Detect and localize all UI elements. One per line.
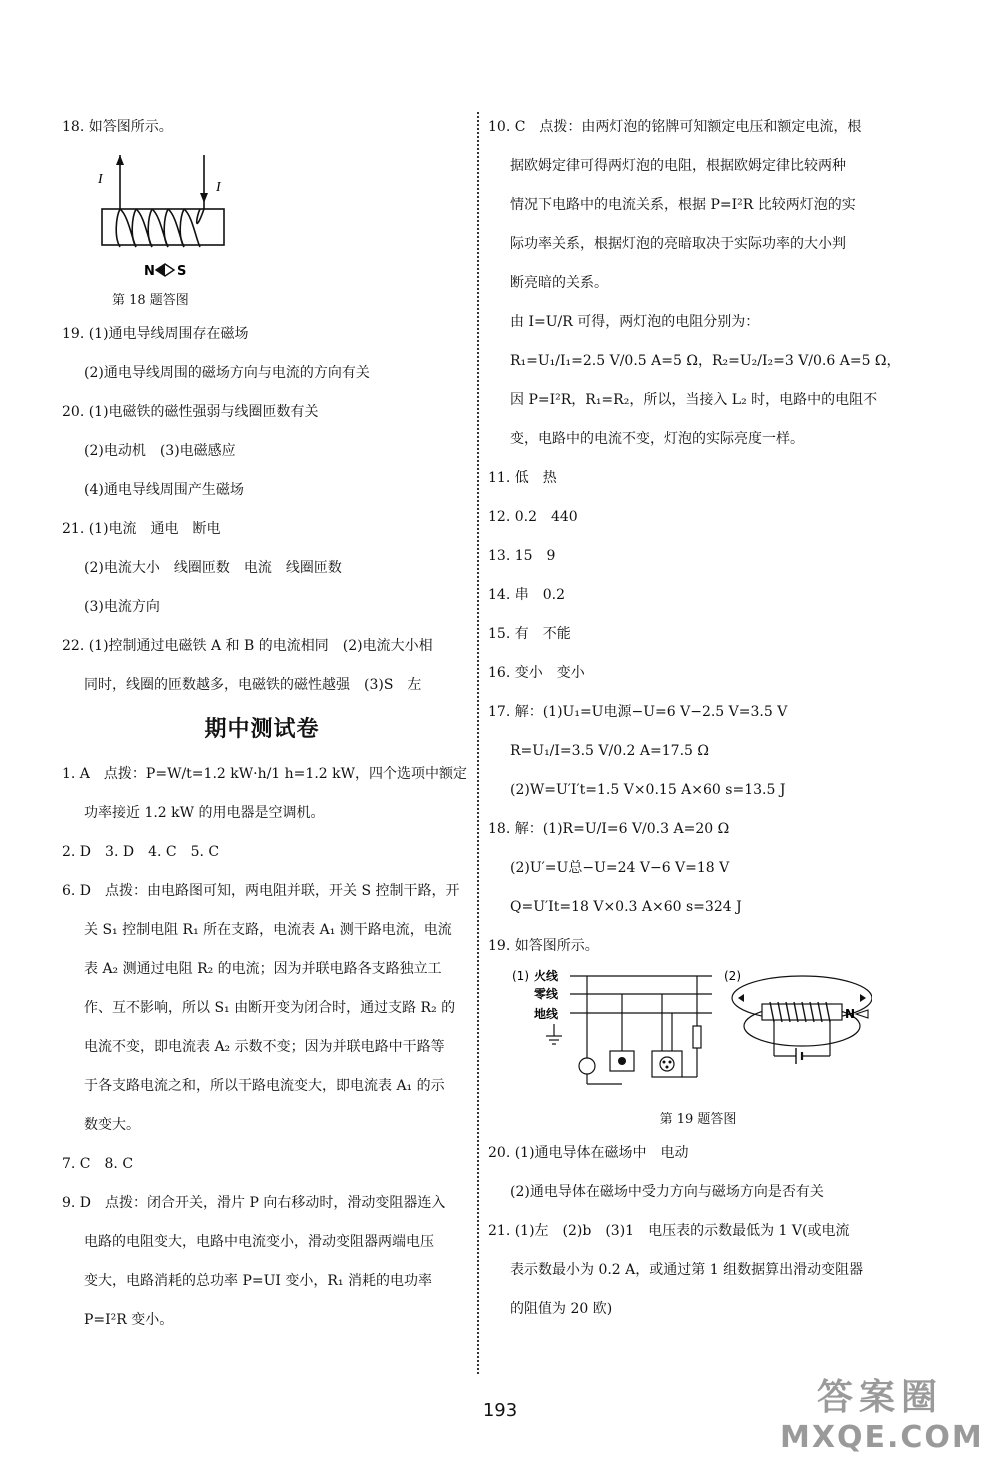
mid-answer-9-line-3: 变大，电路消耗的总功率 P=UI 变小，R₁ 消耗的电功率: [84, 1273, 432, 1289]
mid-answer-10-line-8: 因 P=I²R，R₁=R₂，所以，当接入 L₂ 时，电路中的电阻不: [510, 392, 878, 408]
fuse-icon: [693, 1026, 701, 1048]
socket-icon: [652, 1051, 682, 1077]
mid-answer-6-line-1: 6. D 点拨：由电路图可知，两电阻并联，开关 S 控制干路，开: [62, 883, 460, 899]
answer-19-1: 19. (1)通电导线周围存在磁场: [62, 326, 249, 342]
answer-19-2: (2)通电导线周围的磁场方向与电流的方向有关: [84, 365, 370, 381]
mid-answer-14: 14. 串 0.2: [488, 587, 565, 603]
mid-answer-17-line-1: 17. 解：(1)U₁=U电源−U=6 V−2.5 V=3.5 V: [488, 704, 788, 720]
mid-answer-10-line-4: 际功率关系，根据灯泡的亮暗取决于实际功率的大小判: [510, 236, 846, 252]
mid-answer-6-line-6: 于各支路电流之和，所以干路电流变大，即电流表 A₁ 的示: [84, 1078, 445, 1094]
mid-answer-19: 19. 如答图所示。: [488, 938, 599, 954]
mid-answer-6-line-2: 关 S₁ 控制电阻 R₁ 所在支路，电流表 A₁ 测干路电流，电流: [84, 922, 452, 938]
mid-answer-15: 15. 有 不能: [488, 626, 571, 642]
pole-label-s: S: [177, 264, 187, 279]
mid-answer-10-line-9: 变，电路中的电流不变，灯泡的实际亮度一样。: [510, 431, 804, 447]
mid-answer-1-line-1: 1. A 点拨：P=W/t=1.2 kW·h/1 h=1.2 kW，四个选项中额定: [62, 766, 467, 782]
lamp-icon: [579, 1058, 595, 1074]
mid-answer-9-line-4: P=I²R 变小。: [84, 1312, 174, 1328]
mid-answer-6-line-5: 电流不变，即电流表 A₂ 示数不变；因为并联电路中干路等: [84, 1039, 445, 1055]
label-ground-wire: 地线: [534, 1007, 559, 1021]
right-column: [488, 108, 908, 1329]
mid-answer-21-line-1: 21. (1)左 (2)b (3)1 电压表的示数最低为 1 V(或电流: [488, 1223, 850, 1239]
mid-answer-7-8: 7. C 8. C: [62, 1156, 134, 1172]
mid-answer-10-line-6: 由 I=U/R 可得，两灯泡的电阻分别为：: [510, 314, 760, 330]
page-number: 193: [482, 1400, 518, 1421]
watermark-line-1: 答案圈: [816, 1377, 943, 1418]
answer-22-1: 22. (1)控制通过电磁铁 A 和 B 的电流相同 (2)电流大小相: [62, 638, 433, 654]
answer-21-3: (3)电流方向: [84, 599, 160, 615]
mid-answer-13: 13. 15 9: [488, 548, 556, 564]
label-live-wire: 火线: [534, 969, 559, 983]
left-column: [62, 108, 467, 1340]
pole-label-n: N: [144, 264, 155, 279]
answer-21-2: (2)电流大小 线圈匝数 电流 线圈匝数: [84, 560, 342, 576]
mid-answer-6-line-4: 作、互不影响，所以 S₁ 由断开变为闭合时，通过支路 R₂ 的: [84, 1000, 456, 1016]
mid-answer-10-line-3: 情况下电路中的电流关系，根据 P=I²R 比较两灯泡的实: [510, 197, 856, 213]
mid-answer-18-line-1: 18. 解：(1)R=U/I=6 V/0.3 A=20 Ω: [488, 821, 730, 837]
mid-answer-6-line-3: 表 A₂ 测通过电阻 R₂ 的电流；因为并联电路各支路独立工: [84, 961, 442, 977]
figure-18-caption: 第 18 题答图: [112, 293, 189, 308]
figure-18-solenoid: [72, 147, 252, 287]
answer-18: 18. 如答图所示。: [62, 119, 173, 135]
mid-answer-21-line-3: 的阻值为 20 欧): [510, 1301, 613, 1317]
mid-answer-1-line-2: 功率接近 1.2 kW 的用电器是空调机。: [84, 805, 325, 821]
current-label-right: I: [216, 180, 221, 195]
mid-answer-12: 12. 0.2 440: [488, 509, 578, 525]
mid-answer-18-line-3: Q=U′It=18 V×0.3 A×60 s=324 J: [510, 899, 742, 915]
column-divider: [477, 112, 479, 1374]
answer-20-2: (2)电动机 (3)电磁感应: [84, 443, 236, 459]
mid-answer-9-line-1: 9. D 点拨：闭合开关，滑片 P 向右移动时，滑动变阻器连入: [62, 1195, 446, 1211]
mid-answer-17-line-2: R=U₁/I=3.5 V/0.2 A=17.5 Ω: [510, 743, 709, 759]
watermark-logo: [780, 1376, 984, 1466]
mid-answer-9-line-2: 电路的电阻变大，电路中电流变小，滑动变阻器两端电压: [84, 1234, 434, 1250]
section-title: 期中测试卷: [204, 717, 320, 742]
answer-21-1: 21. (1)电流 通电 断电: [62, 521, 221, 537]
label-part-2: (2): [724, 969, 741, 983]
current-label-left: I: [98, 172, 103, 187]
figure-19-circuit: [512, 966, 872, 1106]
mid-answer-6-line-7: 数变大。: [84, 1117, 140, 1133]
mid-answer-16: 16. 变小 变小: [488, 665, 585, 681]
answer-20-1: 20. (1)电磁铁的磁性强弱与线圈匝数有关: [62, 404, 319, 420]
mid-answer-10-line-2: 据欧姆定律可得两灯泡的电阻，根据欧姆定律比较两种: [510, 158, 846, 174]
solenoid-core: [762, 1004, 842, 1020]
mid-answer-17-line-3: (2)W=U′I′t=1.5 V×0.15 A×60 s=13.5 J: [510, 782, 786, 798]
mid-answer-20-line-2: (2)通电导体在磁场中受力方向与磁场方向是否有关: [510, 1184, 824, 1200]
mid-answer-10-line-1: 10. C 点拨：由两灯泡的铭牌可知额定电压和额定电流，根: [488, 119, 862, 135]
coil-winding: [116, 209, 204, 247]
watermark-line-2: MXQE.COM: [780, 1420, 984, 1455]
figure-19-caption: 第 19 题答图: [659, 1112, 737, 1127]
mid-answer-10-line-7: R₁=U₁/I₁=2.5 V/0.5 A=5 Ω，R₂=U₂/I₂=3 V/0.6 A=5 Ω，: [510, 353, 901, 369]
mid-answer-11: 11. 低 热: [488, 470, 557, 486]
mid-answer-10-line-5: 断亮暗的关系。: [510, 275, 608, 291]
label-neutral-wire: 零线: [534, 987, 559, 1001]
mid-answer-18-line-2: (2)U′=U总−U=24 V−6 V=18 V: [510, 860, 730, 876]
answer-22-2: 同时，线圈的匝数越多，电磁铁的磁性越强 (3)S 左: [84, 677, 422, 693]
mid-answer-20-line-1: 20. (1)通电导体在磁场中 电动: [488, 1145, 689, 1161]
pole-label-n-fig19: N: [845, 1007, 856, 1021]
mid-answer-2-5: 2. D 3. D 4. C 5. C: [62, 844, 220, 860]
label-part-1: (1): [512, 969, 529, 983]
mid-answer-21-line-2: 表示数最小为 0.2 A，或通过第 1 组数据算出滑动变阻器: [510, 1262, 864, 1278]
answer-20-3: (4)通电导线周围产生磁场: [84, 482, 244, 498]
